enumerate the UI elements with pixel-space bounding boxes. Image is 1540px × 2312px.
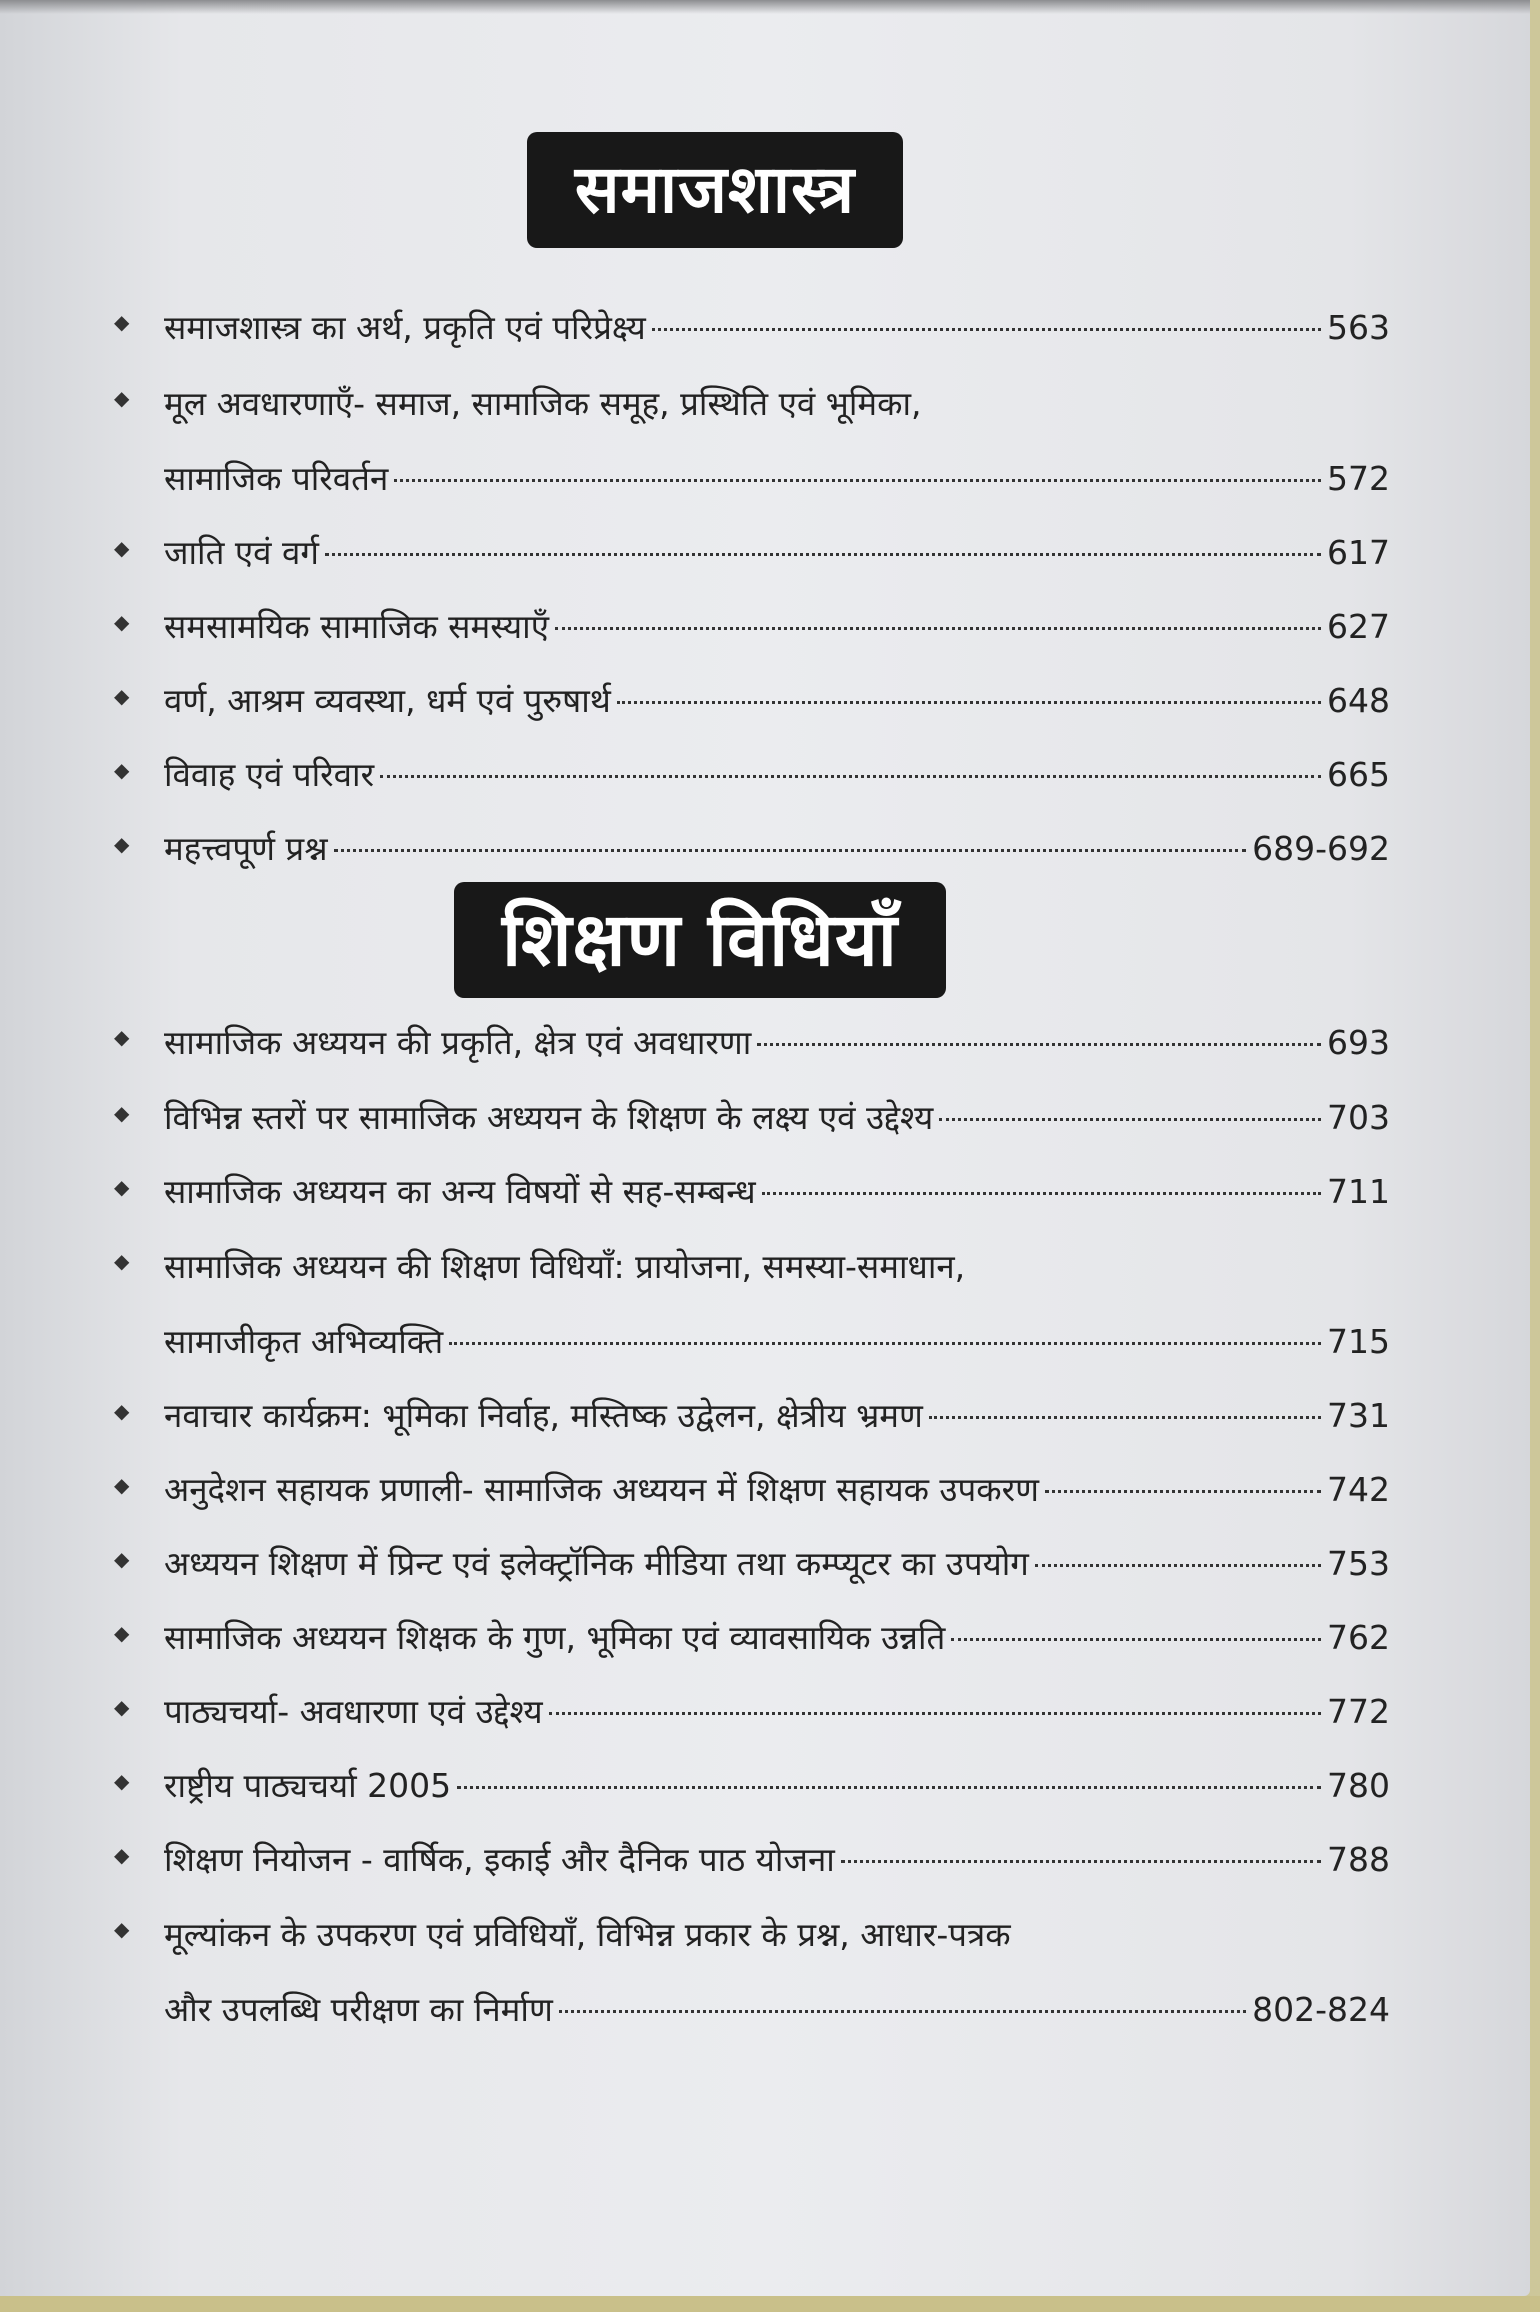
diamond-bullet-icon: ◆ [114, 1175, 130, 1199]
dot-leader [457, 1786, 1321, 1789]
toc-item [114, 812, 1390, 886]
toc-item-title: शिक्षण नियोजन - वार्षिक, इकाई और दैनिक पाठ योजना [164, 1840, 835, 1879]
toc-item-page: 788 [1327, 1840, 1390, 1879]
toc-item-page: 665 [1327, 755, 1390, 794]
diamond-bullet-icon: ◆ [114, 832, 130, 856]
toc-item [114, 738, 1390, 812]
diamond-bullet-icon: ◆ [114, 1249, 130, 1273]
diamond-bullet-icon: ◆ [114, 310, 130, 334]
dot-leader [762, 1192, 1321, 1195]
diamond-bullet-icon: ◆ [114, 1917, 130, 1941]
dot-leader [549, 1712, 1321, 1715]
diamond-bullet-icon: ◆ [114, 684, 130, 708]
toc-item [114, 1897, 1390, 2047]
toc-item-page: 772 [1327, 1692, 1390, 1731]
toc-item-title: वर्ण, आश्रम व्यवस्था, धर्म एवं पुरुषार्थ [164, 681, 611, 720]
toc-item-page: 753 [1327, 1544, 1390, 1583]
dot-leader [1035, 1564, 1321, 1567]
diamond-bullet-icon: ◆ [114, 1025, 130, 1049]
toc-item-title: समसामयिक सामाजिक समस्याएँ [164, 607, 549, 646]
diamond-bullet-icon: ◆ [114, 1621, 130, 1645]
toc-item-page: 693 [1327, 1023, 1390, 1062]
toc-item-title-cont: सामाजीकृत अभिव्यक्ति [164, 1322, 444, 1361]
section-heading-wrap [0, 882, 1530, 998]
toc-item-title: सामाजिक अध्ययन की शिक्षण विधियाँ: प्रायोजना, समस्या-समाधान, [164, 1247, 966, 1286]
toc-item-page: 711 [1327, 1172, 1390, 1211]
toc-item-title: सामाजिक अध्ययन की प्रकृति, क्षेत्र एवं अवधारणा [164, 1023, 752, 1062]
section-heading-wrap [0, 132, 1530, 248]
toc-item-page: 715 [1327, 1322, 1390, 1361]
toc-item [114, 1155, 1390, 1229]
diamond-bullet-icon: ◆ [114, 1399, 130, 1423]
dot-leader [652, 328, 1321, 331]
toc-item-page: 617 [1327, 533, 1390, 572]
toc-item-title: राष्ट्रीय पाठ्यचर्या 2005 [164, 1766, 452, 1805]
toc-item-page: 762 [1327, 1618, 1390, 1657]
toc-item [114, 516, 1390, 590]
diamond-bullet-icon: ◆ [114, 758, 130, 782]
toc-item [114, 1749, 1390, 1823]
diamond-bullet-icon: ◆ [114, 1101, 130, 1125]
toc-item-page: 742 [1327, 1470, 1390, 1509]
dot-leader [380, 775, 1321, 778]
toc-item [114, 1379, 1390, 1453]
diamond-bullet-icon: ◆ [114, 1769, 130, 1793]
dot-leader [325, 553, 1321, 556]
toc-item-page: 780 [1327, 1766, 1390, 1805]
diamond-bullet-icon: ◆ [114, 1843, 130, 1867]
toc-item-title: सामाजिक अध्ययन शिक्षक के गुण, भूमिका एवं व्यावसायिक उन्नति [164, 1618, 946, 1657]
dot-leader [555, 627, 1321, 630]
toc-item-title: अनुदेशन सहायक प्रणाली- सामाजिक अध्ययन में शिक्षण सहायक उपकरण [164, 1470, 1039, 1509]
dot-leader [929, 1416, 1321, 1419]
toc-item-title: सामाजिक अध्ययन का अन्य विषयों से सह-सम्बन्ध [164, 1172, 756, 1211]
toc-item [114, 664, 1390, 738]
dot-leader [951, 1638, 1321, 1641]
toc-item [114, 1675, 1390, 1749]
section-heading-teaching-methods: शिक्षण विधियाँ [454, 882, 946, 998]
toc-item [114, 1229, 1390, 1379]
diamond-bullet-icon: ◆ [114, 1695, 130, 1719]
toc-item-title: पाठ्यचर्या- अवधारणा एवं उद्देश्य [164, 1692, 543, 1731]
toc-item-title: अध्ययन शिक्षण में प्रिन्ट एवं इलेक्ट्रॉनिक मीडिया तथा कम्प्यूटर का उपयोग [164, 1544, 1029, 1583]
diamond-bullet-icon: ◆ [114, 386, 130, 410]
dot-leader [939, 1118, 1321, 1121]
dot-leader [617, 701, 1321, 704]
toc-item-page: 648 [1327, 681, 1390, 720]
toc-item [114, 1453, 1390, 1527]
diamond-bullet-icon: ◆ [114, 1547, 130, 1571]
diamond-bullet-icon: ◆ [114, 610, 130, 634]
toc-item-title-cont: सामाजिक परिवर्तन [164, 459, 389, 498]
toc-list-teaching-methods [114, 1005, 1390, 2047]
section-heading-sociology: समाजशास्त्र [527, 132, 903, 248]
toc-item-title: विभिन्न स्तरों पर सामाजिक अध्ययन के शिक्षण के लक्ष्य एवं उद्देश्य [164, 1098, 934, 1137]
toc-item-page: 563 [1327, 308, 1390, 347]
diamond-bullet-icon: ◆ [114, 536, 130, 560]
dot-leader [757, 1043, 1321, 1046]
toc-item [114, 290, 1390, 366]
toc-item [114, 590, 1390, 664]
toc-item [114, 1601, 1390, 1675]
toc-item-title: महत्त्वपूर्ण प्रश्न [164, 829, 328, 868]
toc-item [114, 366, 1390, 516]
toc-item-page: 689-692 [1252, 829, 1390, 868]
dot-leader [394, 479, 1321, 482]
toc-item-title: मूल अवधारणाएँ- समाज, सामाजिक समूह, प्रस्थिति एवं भूमिका, [164, 384, 922, 423]
dot-leader [1045, 1490, 1321, 1493]
toc-item-title-cont: और उपलब्धि परीक्षण का निर्माण [164, 1990, 553, 2029]
toc-item-page: 572 [1327, 459, 1390, 498]
dot-leader [334, 849, 1247, 852]
toc-item-title: जाति एवं वर्ग [164, 533, 319, 572]
toc-item-page: 627 [1327, 607, 1390, 646]
toc-item-title: विवाह एवं परिवार [164, 755, 375, 794]
toc-item [114, 1823, 1390, 1897]
dot-leader [449, 1342, 1321, 1345]
toc-item-page: 802-824 [1252, 1990, 1390, 2029]
dot-leader [559, 2010, 1246, 2013]
page-bottom-edge [0, 2296, 1540, 2312]
toc-item [114, 1005, 1390, 1081]
toc-item [114, 1527, 1390, 1601]
toc-item-title: समाजशास्त्र का अर्थ, प्रकृति एवं परिप्रेक्ष्य [164, 308, 646, 347]
toc-item-page: 703 [1327, 1098, 1390, 1137]
toc-item [114, 1081, 1390, 1155]
diamond-bullet-icon: ◆ [114, 1473, 130, 1497]
toc-item-title: नवाचार कार्यक्रम: भूमिका निर्वाह, मस्तिष्क उद्वेलन, क्षेत्रीय भ्रमण [164, 1396, 923, 1435]
page-top-shadow [0, 0, 1530, 14]
dot-leader [841, 1860, 1321, 1863]
toc-list-sociology [114, 290, 1390, 886]
toc-item-title: मूल्यांकन के उपकरण एवं प्रविधियाँ, विभिन्न प्रकार के प्रश्न, आधार-पत्रक [164, 1915, 1011, 1954]
toc-item-page: 731 [1327, 1396, 1390, 1435]
